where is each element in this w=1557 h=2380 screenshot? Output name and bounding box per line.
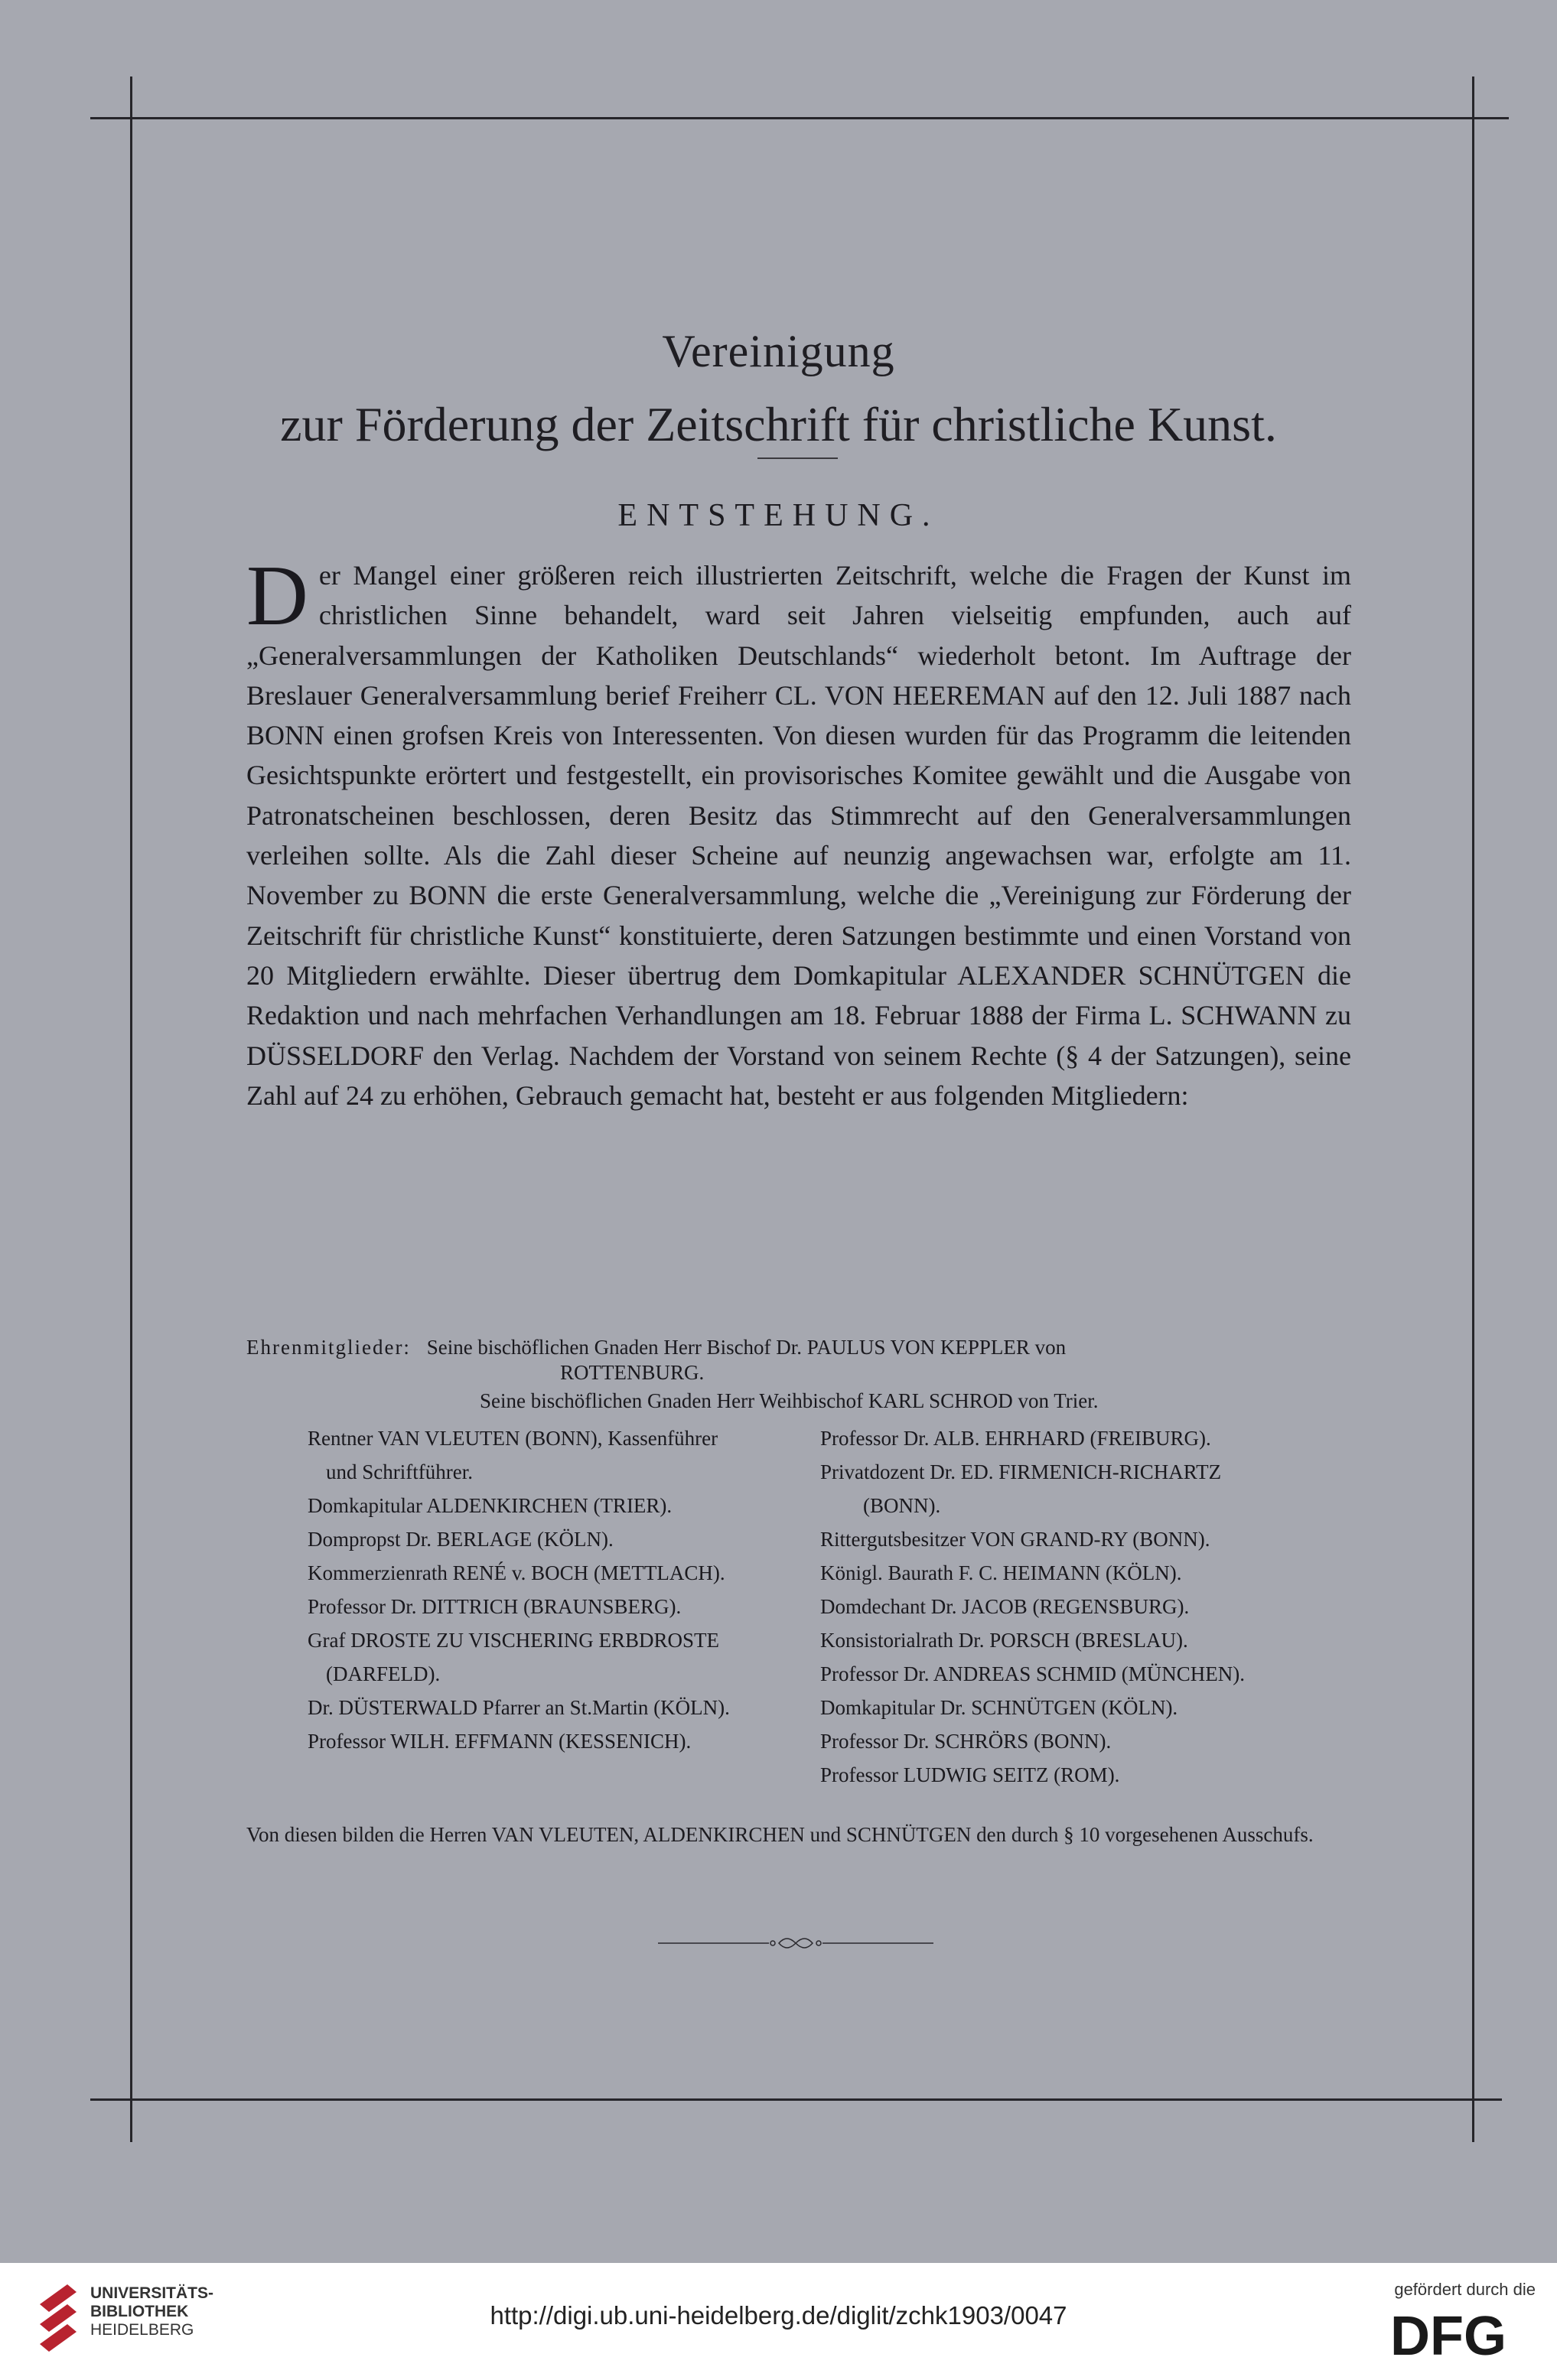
member-left: (DARFELD). [326,1662,441,1685]
honorary-member-1-city: ROTTENBURG. [560,1361,705,1384]
member-right: Professor Dr. SCHRÖRS (BONN). [820,1730,1112,1753]
title-divider [757,457,838,459]
ornament-divider [658,1936,933,1951]
member-left: und Schriftführer. [326,1460,473,1483]
frame-left-rule [130,77,132,2142]
member-left: Professor WILH. EFFMANN (KESSENICH). [308,1730,692,1753]
funding-label: gefördert durch die [1394,2280,1536,2299]
members-left-column [308,1421,730,1758]
title-line-1: Vereinigung [662,326,895,377]
honorary-member-2: Seine bischöflichen Gnaden Herr Weihbischof KARL SCHROD von Trier. [480,1389,1099,1412]
member-right: Privatdozent Dr. ED. FIRMENICH-RICHARTZ [820,1460,1222,1483]
member-right: Konsistorialrath Dr. PORSCH (BRESLAU). [820,1629,1188,1652]
member-right: Professor LUDWIG SEITZ (ROM). [820,1763,1120,1786]
body-paragraph [246,549,1351,1115]
member-right: Königl. Baurath F. C. HEIMANN (KÖLN). [820,1561,1182,1584]
member-right: Domdechant Dr. JACOB (REGENSBURG). [820,1595,1190,1618]
member-left: Domkapitular ALDENKIRCHEN (TRIER). [308,1494,673,1517]
members-right-column [820,1421,1245,1792]
frame-bottom-rule [90,2098,1502,2101]
frame-top-rule [90,117,1509,119]
member-left: Professor Dr. DITTRICH (BRAUNSBERG). [308,1595,682,1618]
honorary-member-1: Seine bischöflichen Gnaden Herr Bischof Dr. PAULUS VON KEPPLER von [426,1336,1067,1359]
ub-line-3: HEIDELBERG [90,2321,194,2339]
section-heading: ENTSTEHUNG. [617,498,940,533]
library-footer-bar [0,2263,1557,2380]
committee-note: Von diesen bilden die Herren VAN VLEUTEN, ALDENKIRCHEN und SCHNÜTGEN den durch § 10 vorgesehenen Ausschufs. [246,1823,1314,1846]
title-line-2: zur Förderung der Zeitschrift für christliche Kunst. [280,396,1277,451]
member-right: Professor Dr. ALB. EHRHARD (FREIBURG). [820,1427,1211,1450]
honorary-row-1b [560,1361,704,1385]
member-left: Dr. DÜSTERWALD Pfarrer an St.Martin (KÖLN). [308,1696,730,1719]
member-right: (BONN). [863,1494,941,1517]
member-left: Graf DROSTE ZU VISCHERING ERBDROSTE [308,1629,719,1652]
member-left: Rentner VAN VLEUTEN (BONN), Kassenführer [308,1427,718,1450]
member-right: Professor Dr. ANDREAS SCHMID (MÜNCHEN). [820,1662,1246,1685]
member-left: Kommerzienrath RENÉ v. BOCH (METTLACH). [308,1561,725,1584]
dfg-logo-text: DFG [1390,2307,1507,2361]
member-right: Rittergutsbesitzer VON GRAND-RY (BONN). [820,1528,1210,1551]
ub-line-2: BIBLIOTHEK [90,2303,189,2320]
honorary-label: Ehrenmitglieder: [246,1336,411,1359]
dfg-logo [1390,2307,1536,2361]
permalink-url[interactable]: http://digi.ub.uni-heidelberg.de/diglit/zchk1903/0047 [490,2301,1067,2330]
member-left: Dompropst Dr. BERLAGE (KÖLN). [308,1528,614,1551]
member-right: Domkapitular Dr. SCHNÜTGEN (KÖLN). [820,1696,1178,1719]
body-text: er Mangel einer größeren reich illustrierten Zeitschrift, welche die Fragen der Kunst im christlichen Sinne behandelt, ward seit Jahren vielseitig empfunden, auch auf „Generalversammlungen der Katholiken Deutschlands“ wiederholt betont. Im Auftrage der Breslauer Generalversammlung berief Freiherr CL. VON HEEREMAN auf den 12. Juli 1887 nach BONN einen grofsen Kreis von Interessenten. Von diesen wurden für das Programm die leitenden Gesichtspunkte erörtert und festgestellt, ein provisorisches Komitee gewählt und die Ausgabe von Patronatscheinen beschlossen, deren Besitz das Stimmrecht auf den Generalversammlungen verleihen sollte. Als die Zahl dieser Scheine auf neunzig angewachsen war, erfolgte am 11. November zu BONN die erste Generalversammlung, welche die „Vereinigung zur Förderung der Zeitschrift für christliche Kunst“ konstituierte, deren Satzungen bestimmte und einen Vorstand von 20 Mitgliedern erwählte. Dieser übertrug dem Domkapitular ALEXANDER SCHNÜTGEN die Redaktion und nach mehrfachen Verhandlungen am 18. Februar 1888 der Firma L. SCHWANN zu DÜSSELDORF den Verlag. Nachdem der Vorstand von seinem Rechte (§ 4 der Satzungen), seine Zahl auf 24 zu erhöhen, Gebrauch gemacht hat, besteht er aus folgenden Mitgliedern: [246,560,1351,1111]
ub-line-1: UNIVERSITÄTS- [90,2284,214,2302]
frame-right-rule [1472,77,1474,2142]
drop-cap: D [246,549,308,643]
honorary-row-1 [246,1336,1066,1359]
honorary-row-2 [480,1389,1098,1413]
